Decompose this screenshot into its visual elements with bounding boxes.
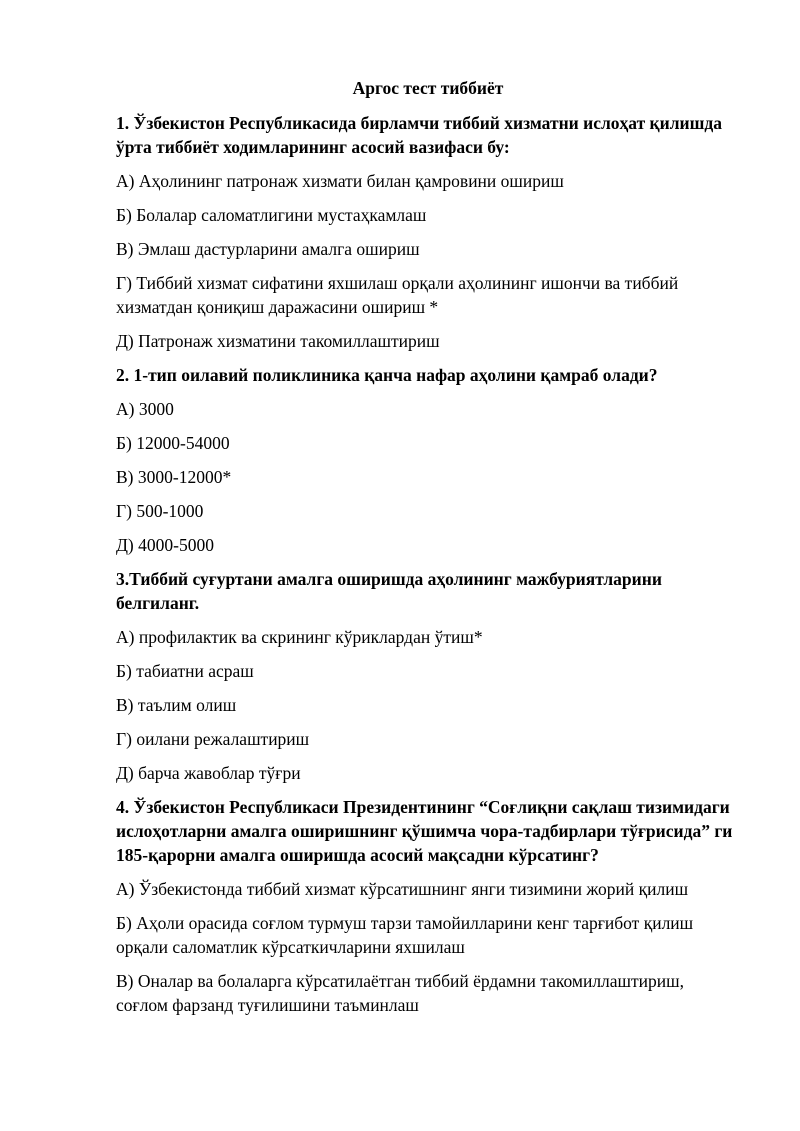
answer-option: В) 3000-12000* — [116, 467, 232, 487]
answer-option: Д) барча жавоблар тўғри — [116, 763, 301, 783]
answer-option: Г) Тиббий хизмат сифатини яхшилаш орқали аҳолининг ишончи ва тиббий хизматдан қониқиш даражасини ошириш * — [116, 273, 679, 317]
question-text: 4. Ўзбекистон Республикаси Президентининг “Соғлиқни сақлаш тизимидаги ислоҳотларни амалга оширишнинг қўшимча чора-тадбирлари тўғрисида” ги 185-қарорни амалга оширишда асосий мақсадни кўрсатинг? — [116, 797, 733, 865]
answer-option: Б) табиатни асраш — [116, 661, 254, 681]
answer-option: Б) Болалар саломатлигини мустаҳкамлаш — [116, 205, 427, 225]
answer-option: В) таълим олиш — [116, 695, 237, 715]
answer-option: Б) 12000-54000 — [116, 433, 230, 453]
question-block-1 — [116, 111, 740, 353]
question-text: 3.Тиббий суғуртани амалга оширишда аҳолининг мажбуриятларини белгиланг. — [116, 569, 662, 613]
answer-option: Б) Аҳоли орасида соғлом турмуш тарзи тамойилларини кенг тарғибот қилиш орқали саломатлик кўрсаткичларини яхшилаш — [116, 913, 694, 957]
question-block-4 — [116, 795, 740, 1017]
question-block-3 — [116, 567, 740, 785]
document-title: Аргос тест тиббиёт — [352, 78, 504, 98]
answer-option: В) Эмлаш дастурларини амалга ошириш — [116, 239, 420, 259]
document-page — [116, 76, 740, 1027]
answer-option: А) 3000 — [116, 399, 174, 419]
question-block-2 — [116, 363, 740, 557]
answer-option: Г) оилани режалаштириш — [116, 729, 310, 749]
answer-option: Г) 500-1000 — [116, 501, 204, 521]
answer-option: Д) Патронаж хизматини такомиллаштириш — [116, 331, 440, 351]
question-text: 1. Ўзбекистон Республикасида бирламчи тиббий хизматни ислоҳат қилишда ўрта тиббиёт ходимларининг асосий вазифаси бу: — [116, 113, 722, 157]
answer-option: А) Аҳолининг патронаж хизмати билан қамровини ошириш — [116, 171, 564, 191]
answer-option: В) Оналар ва болаларга кўрсатилаётган тиббий ёрдамни такомиллаштириш, соғлом фарзанд туғилишини таъминлаш — [116, 971, 685, 1015]
answer-option: Д) 4000-5000 — [116, 535, 214, 555]
question-text: 2. 1-тип оилавий поликлиника қанча нафар аҳолини қамраб олади? — [116, 365, 658, 385]
answer-option: А) Ўзбекистонда тиббий хизмат кўрсатишнинг янги тизимини жорий қилиш — [116, 879, 689, 899]
answer-option: А) профилактик ва скрининг кўриклардан ўтиш* — [116, 627, 483, 647]
